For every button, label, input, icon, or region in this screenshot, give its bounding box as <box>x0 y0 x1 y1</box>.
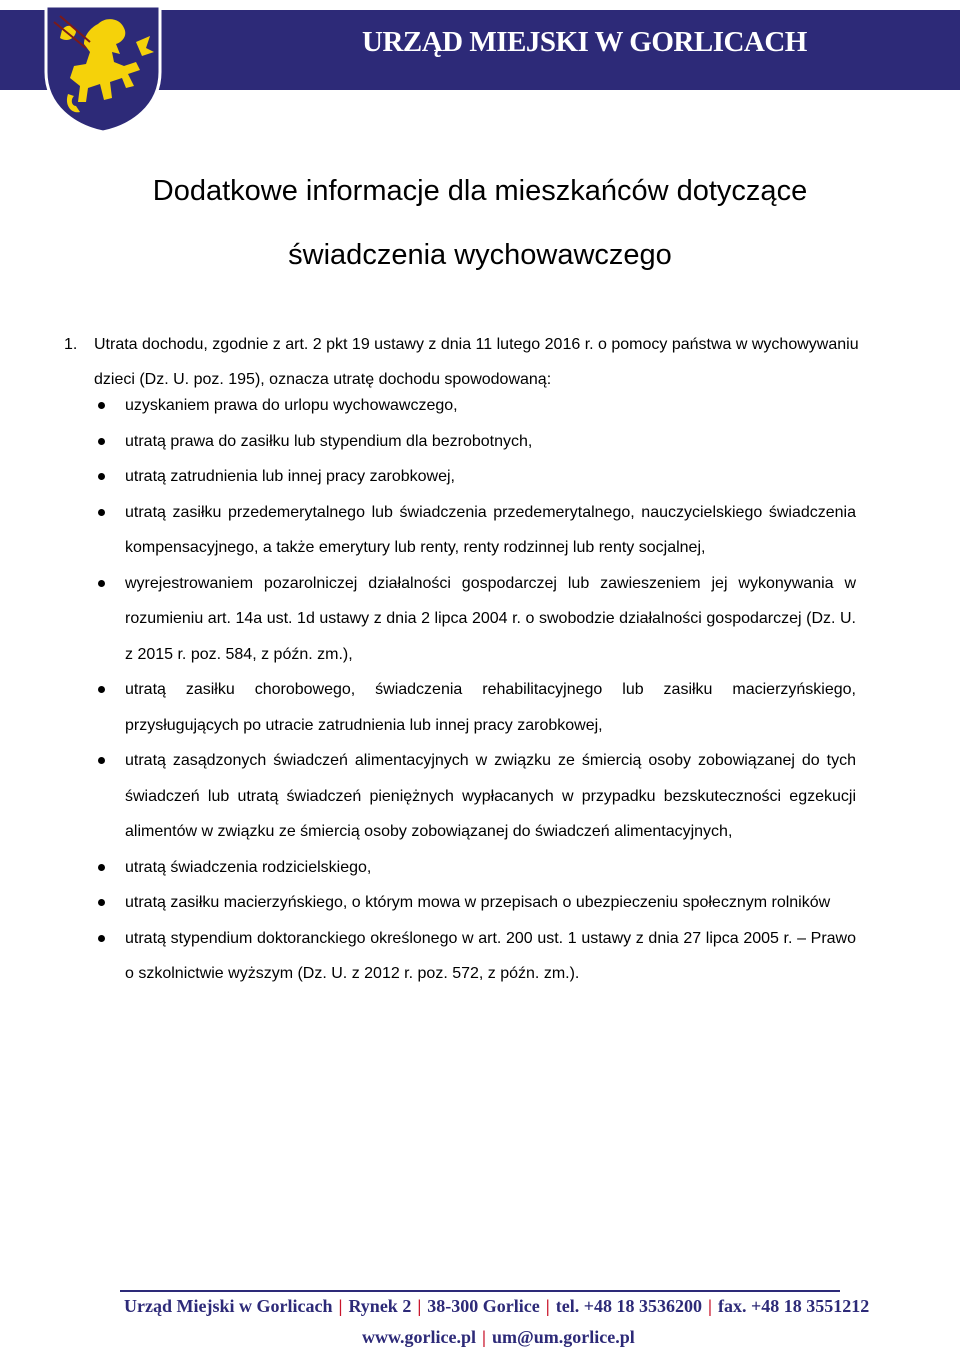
list-item: wyrejestrowaniem pozarolniczej działalności gospodarczej lub zawieszeniem jej wykonywania w rozumieniu art. 14a ust. 1d ustawy z dnia 2 lipca 2004 r. o swobodzie działalności gospodarczej (Dz. U. z 2015 r. poz. 584, z późn. zm.), <box>96 566 856 673</box>
list-item: utratą stypendium doktoranckiego określonego w art. 200 ust. 1 ustawy z dnia 27 lipca 2005 r. – Prawo o szkolnictwie wyższym (Dz. U. z 2012 r. poz. 572, z późn. zm.). <box>96 921 856 992</box>
footer-email-link[interactable]: um@um.gorlice.pl <box>491 1327 635 1347</box>
footer-postal: 38-300 Gorlice <box>427 1296 540 1316</box>
bullet-icon <box>98 899 105 906</box>
footer-address: Rynek 2 <box>348 1296 412 1316</box>
footer-separator: | <box>707 1296 712 1316</box>
office-name: URZĄD MIEJSKI W GORLICACH <box>362 26 807 58</box>
bullet-icon <box>98 473 105 480</box>
footer-contact-line <box>124 1296 870 1317</box>
intro-paragraph <box>64 327 864 397</box>
bullet-icon <box>98 438 105 445</box>
intro-number: 1. <box>64 336 78 353</box>
bullet-icon <box>98 580 105 587</box>
list-item: uzyskaniem prawa do urlopu wychowawczego, <box>96 388 856 424</box>
list-item: utratą zatrudnienia lub innej pracy zarobkowej, <box>96 459 856 495</box>
footer-separator: | <box>417 1296 422 1316</box>
footer-website-link[interactable]: www.gorlice.pl <box>362 1327 476 1347</box>
footer-office: Urząd Miejski w Gorlicach <box>124 1296 333 1316</box>
document-title-line-2: świadczenia wychowawczego <box>288 239 672 271</box>
list-item: utratą zasiłku przedemerytalnego lub świadczenia przedemerytalnego, nauczycielskiego świadczenia kompensacyjnego, a także emerytury lub renty, renty rodzinnej lub renty socjalnej, <box>96 495 856 566</box>
list-item: utratą zasiłku macierzyńskiego, o którym mowa w przepisach o ubezpieczeniu społecznym rolników <box>96 885 856 921</box>
footer-web-line <box>362 1327 662 1348</box>
bullet-icon <box>98 509 105 516</box>
footer-fax: fax. +48 18 3551212 <box>717 1296 870 1316</box>
bullet-icon <box>98 686 105 693</box>
list-item: utratą zasądzonych świadczeń alimentacyjnych w związku ze śmiercią osoby zobowiązanej do tych świadczeń lub utratą świadczeń pieniężnych wypłacanych w przypadku bezskuteczności egzekucji alimentów w związku ze śmiercią osoby zobowiązanej do świadczeń alimentacyjnych, <box>96 743 856 850</box>
footer-separator: | <box>545 1296 550 1316</box>
footer-phone: tel. +48 18 3536200 <box>555 1296 702 1316</box>
bullet-icon <box>98 757 105 764</box>
bullet-icon <box>98 864 105 871</box>
list-item: utratą zasiłku chorobowego, świadczenia rehabilitacyjnego lub zasiłku macierzyńskiego, przysługujących po utracie zatrudnienia lub innej pracy zarobkowej, <box>96 672 856 743</box>
bullet-icon <box>98 935 105 942</box>
bullet-icon <box>98 402 105 409</box>
footer-divider <box>120 1290 840 1292</box>
lion-crest-icon <box>40 2 166 134</box>
document-title-line-1: Dodatkowe informacje dla mieszkańców dotyczące <box>152 175 808 207</box>
list-item: utratą świadczenia rodzicielskiego, <box>96 850 856 886</box>
list-item: utratą prawa do zasiłku lub stypendium dla bezrobotnych, <box>96 424 856 460</box>
footer-separator: | <box>338 1296 343 1316</box>
intro-text: Utrata dochodu, zgodnie z art. 2 pkt 19 ustawy z dnia 11 lutego 2016 r. o pomocy państwa w wychowywaniu dzieci (Dz. U. poz. 195), oznacza utratę dochodu spowodowaną: <box>94 336 859 388</box>
footer-separator: | <box>482 1327 486 1347</box>
income-loss-list <box>96 388 856 992</box>
